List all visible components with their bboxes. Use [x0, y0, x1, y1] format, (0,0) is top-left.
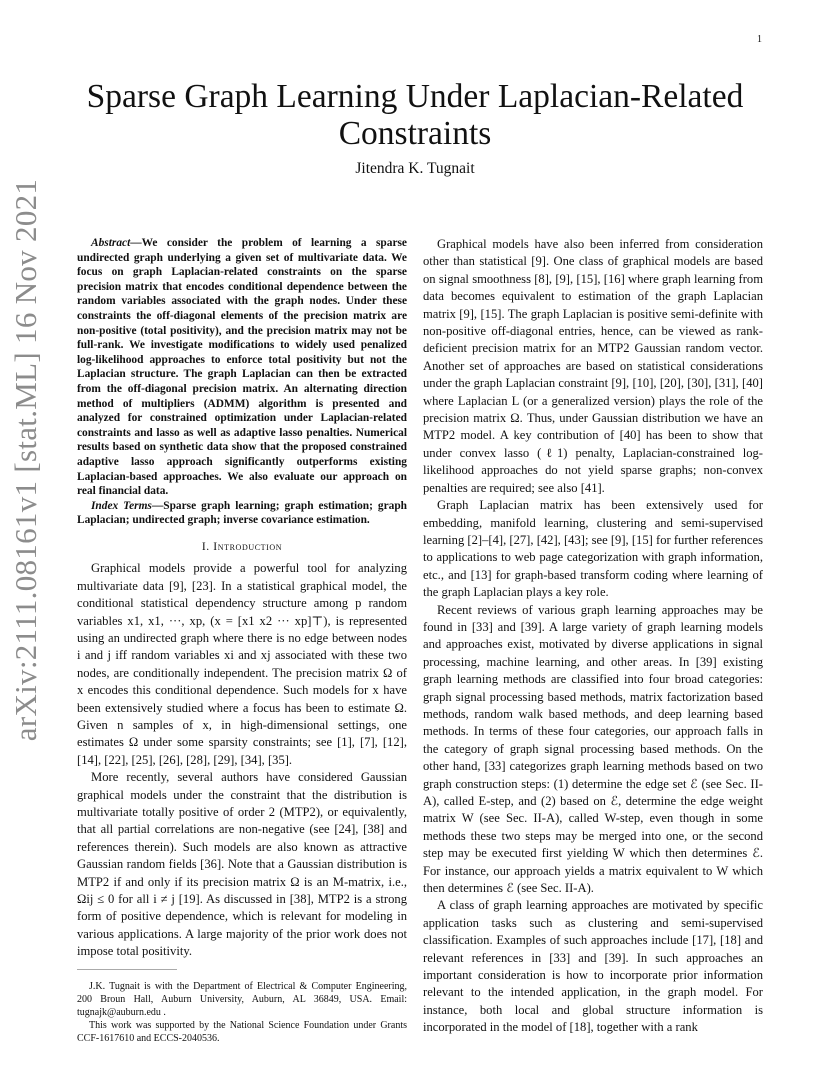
section-heading: I. Introduction: [201, 539, 283, 553]
index-terms-text: —Sparse graph learning; graph estimation; graph Laplacian; undirected graph; inverse covariance estimation.: [77, 499, 408, 527]
footnote: This work was supported by the National Science Foundation under Grants CCF-1617610 and ECCS-2040536.: [77, 1019, 407, 1044]
body-paragraph: A class of graph learning approaches are motivated by specific application tasks such as clustering and semi-supervised classification. Examples of such approaches include [17], [18] and relevant references in [33] and [39]. In such approaches an important consideration is how to incorporate prior information relevant to the intended application, in the graph model. For instance, both local and global structure information is incorporated in the model of [18], together with a rank: [423, 898, 763, 1035]
body-paragraph: More recently, several authors have considered Gaussian graphical models under the constraint that the distribution is multivariate totally positive of order 2 (MTP2), or equivalently, that all partial correlations are non-negative (see [24], [38] and references therein). Such models are also known as attractive Gaussian random fields [36]. Note that a Gaussian distribution is MTP2 if and only if its precision matrix Ω is an M-matrix, i.e., Ωij ≤ 0 for all i ≠ j [19]. As discussed in [38], MTP2 is a strong form of positive dependence, which is relevant for modeling in various applications. A large majority of the prior work does not impose total positivity.: [77, 770, 407, 959]
body-paragraph: Graph Laplacian matrix has been extensively used for embedding, manifold learning, clustering and semi-supervised learning [2]–[4], [27], [42], [43]; see [9], [15] for further references to applications to web page categorization with graph information, etc., and [13] for graph-based transform coding where learning of the graph Laplacian plays a key role.: [423, 498, 763, 600]
right-column: [423, 236, 763, 1037]
paper-author: Jitendra K. Tugnait: [355, 160, 475, 177]
left-column: [77, 236, 407, 1045]
footnotes: [77, 980, 407, 1045]
footnote-rule: [77, 969, 177, 970]
abstract-label: Abstract: [91, 237, 131, 249]
index-terms-label: Index Terms: [91, 499, 152, 512]
body-paragraph: Graphical models have also been inferred from consideration other than statistical [9]. One class of graphical models are based on signal smoothness [8], [9], [15], [16] where graph learning from data becomes equivalent to estimation of the graph Laplacian matrix [9], [15]. The graph Laplacian is positive semi-definite with non-positive off-diagonal entries, hence, can be viewed as rank-deficient precision matrix for an MTP2 Gaussian random vector. Another set of approaches are based on statistical considerations under the graph Laplacian constraint [9], [10], [20], [30], [31], [40] where Laplacian L (or a generalized version) plays the role of the precision matrix Ω. Thus, under Gaussian distribution we have an MTP2 model. A key contribution of [40] has been to show that under convex lasso (ℓ1) penalty, Laplacian-constrained log-likelihood approaches do not yield sparse graphs; non-convex penalties are required; see also [41].: [423, 237, 763, 495]
page-number: 1: [757, 34, 762, 45]
abstract-text: —We consider the problem of learning a sparse undirected graph underlying a given set of multivariate data. We focus on graph Laplacian-related constraints on the sparse precision matrix that encodes conditional dependence between the random variables associated with the graph nodes. Under these constraints the off-diagonal elements of the precision matrix are non-positive (total positivity), and the precision matrix may not be full-rank. We investigate modifications to widely used penalized log-likelihood approaches to enforce total positivity but not the Laplacian structure. The graph Laplacian can then be extracted from the off-diagonal precision matrix. An alternating direction method of multipliers (ADMM) algorithm is presented and analyzed for constrained optimization under Laplacian-related constraints and lasso as well as adaptive lasso penalties. Numerical results based on synthetic data show that the proposed constrained adaptive lasso approach significantly outperforms existing Laplacian-based approaches. We also evaluate our approach on real financial data.: [77, 237, 407, 498]
body-paragraph: Graphical models provide a powerful tool for analyzing multivariate data [9], [23]. In a statistical graphical model, the conditional statistical dependency structure among p random variables x1, x1, ···, xp, (x = [x1 x2 ··· xp]⊤), is represented using an undirected graph where there is no edge between nodes i and j iff random variables xi and xj associated with these two nodes, are conditionally independent. The precision matrix Ω of x encodes this conditional dependence. Such models for x have been extensively studied where a focus has been to estimate Ω. Given n samples of x, in high-dimensional settings, one estimates Ω under some sparsity constraints; see [1], [7], [12], [14], [22], [25], [26], [28], [29], [34], [35].: [77, 561, 407, 767]
footnote: J.K. Tugnait is with the Department of Electrical & Computer Engineering, 200 Broun Hall, Auburn University, Auburn, AL 36849, USA. Email: tugnajk@auburn.edu .: [77, 980, 407, 1018]
arxiv-stamp: [8, 0, 44, 1072]
arxiv-stamp-text: arXiv:2111.08161v1 [stat.ML] 16 Nov 2021: [8, 178, 43, 742]
paper-title: Sparse Graph Learning Under Laplacian-Related Constraints: [86, 78, 744, 152]
body-paragraph: Recent reviews of various graph learning approaches may be found in [33] and [39]. A large variety of graph learning models and approaches exist, motivated by diverse applications in signal processing, machine learning, and other areas. In [39] existing graph learning methods are classified into four broad categories: graph signal processing based methods, matrix factorization based methods, random walk based methods, and deep learning based methods. In terms of these four categories, our approach falls in the category of graph signal processing based methods. On the other hand, [33] categorizes graph learning methods based on two graph construction steps: (1) determine the edge set ℰ (see Sec. II-A), called E-step, and (2) based on ℰ, determine the edge weight matrix W (see Sec. II-A), called W-step, even though in some methods these two steps may be merged into one, or the second step may be executed first yielding W which then determines ℰ. For instance, our approach yields a matrix equivalent to W which then determines ℰ (see Sec. II-A).: [423, 602, 763, 896]
abstract: [77, 236, 407, 499]
index-terms: [77, 499, 407, 528]
